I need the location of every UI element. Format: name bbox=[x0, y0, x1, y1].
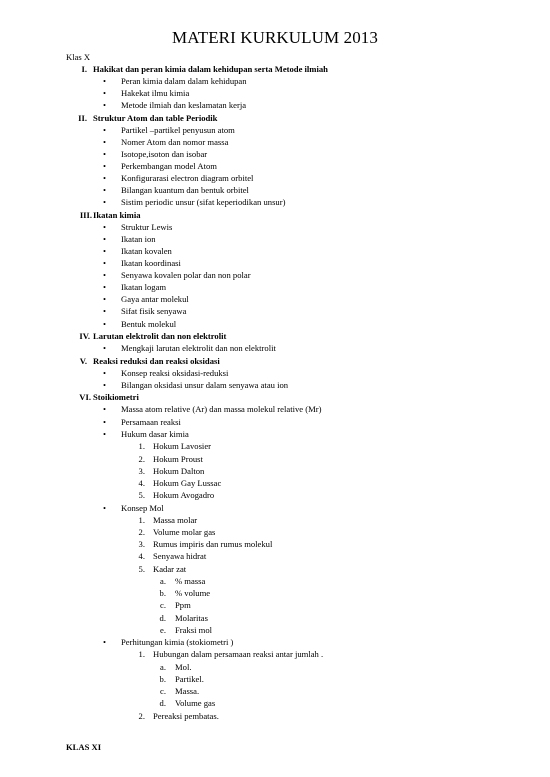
bullet-icon: • bbox=[103, 88, 107, 98]
bullet-icon: • bbox=[103, 258, 107, 268]
lettered-item: % massa bbox=[175, 576, 206, 586]
list-number: 1. bbox=[138, 441, 145, 451]
section-title: Stoikiometri bbox=[93, 392, 139, 402]
list-item: Ikatan koordinasi bbox=[121, 258, 181, 268]
list-item: Nomer Atom dan nomor massa bbox=[121, 137, 229, 147]
list-number: 4. bbox=[138, 551, 145, 561]
list-item: Bilangan kuantum dan bentuk orbitel bbox=[121, 185, 249, 195]
section-number: I. bbox=[81, 64, 87, 74]
section-number: II. bbox=[78, 113, 87, 123]
bullet-icon: • bbox=[103, 282, 107, 292]
bullet-icon: • bbox=[103, 137, 107, 147]
numbered-item: Hokum Lavosier bbox=[153, 441, 211, 451]
bullet-icon: • bbox=[103, 368, 107, 378]
section-title: Struktur Atom dan table Periodik bbox=[93, 113, 218, 123]
lettered-item: Molaritas bbox=[175, 613, 208, 623]
bullet-icon: • bbox=[103, 380, 107, 390]
list-number: 1. bbox=[138, 515, 145, 525]
list-item: Senyawa kovalen polar dan non polar bbox=[121, 270, 251, 280]
bullet-icon: • bbox=[103, 417, 107, 427]
numbered-item: Pereaksi pembatas. bbox=[153, 711, 219, 721]
list-item: Perkembangan model Atom bbox=[121, 161, 217, 171]
section-title: Reaksi reduksi dan reaksi oksidasi bbox=[93, 356, 220, 366]
lettered-item: Massa. bbox=[175, 686, 200, 696]
bullet-icon: • bbox=[103, 319, 107, 329]
list-item: Partikel –partikel penyusun atom bbox=[121, 125, 235, 135]
numbered-item: Senyawa hidrat bbox=[153, 551, 207, 561]
lettered-item: % volume bbox=[175, 588, 211, 598]
list-letter: a. bbox=[160, 576, 166, 586]
numbered-item: Massa molar bbox=[153, 515, 198, 525]
list-item: Persamaan reaksi bbox=[121, 417, 181, 427]
bullet-icon: • bbox=[103, 270, 107, 280]
numbered-item: Hokum Dalton bbox=[153, 466, 205, 476]
lettered-item: Partikel. bbox=[175, 674, 204, 684]
lettered-item: Ppm bbox=[175, 600, 191, 610]
list-number: 5. bbox=[138, 490, 145, 500]
bullet-icon: • bbox=[103, 637, 107, 647]
list-item: Konsep reaksi oksidasi-reduksi bbox=[121, 368, 229, 378]
list-item: Hakekat ilmu kimia bbox=[121, 88, 190, 98]
list-letter: c. bbox=[160, 686, 166, 696]
list-letter: b. bbox=[159, 674, 166, 684]
list-number: 2. bbox=[138, 454, 145, 464]
list-item: Hukum dasar kimia bbox=[121, 429, 189, 439]
list-number: 2. bbox=[138, 527, 145, 537]
bullet-icon: • bbox=[103, 429, 107, 439]
list-item: Metode ilmiah dan keslamatan kerja bbox=[121, 100, 247, 110]
list-item: Mengkaji larutan elektrolit dan non elektrolit bbox=[121, 343, 276, 353]
list-item: Konfigurarasi electron diagram orbitel bbox=[121, 173, 254, 183]
bullet-icon: • bbox=[103, 161, 107, 171]
list-letter: d. bbox=[159, 613, 166, 623]
bullet-icon: • bbox=[103, 197, 107, 207]
bullet-icon: • bbox=[103, 234, 107, 244]
list-item: Sistim periodic unsur (sifat keperiodikan unsur) bbox=[121, 197, 286, 207]
list-letter: b. bbox=[159, 588, 166, 598]
section-number: V. bbox=[79, 356, 87, 366]
list-letter: a. bbox=[160, 662, 166, 672]
section-title: Larutan elektrolit dan non elektrolit bbox=[93, 331, 227, 341]
bullet-icon: • bbox=[103, 294, 107, 304]
list-item: Konsep Mol bbox=[121, 503, 164, 513]
numbered-item: Hokum Avogadro bbox=[153, 490, 215, 500]
list-item: Gaya antar molekul bbox=[121, 294, 189, 304]
numbered-item: Rumus impiris dan rumus molekul bbox=[153, 539, 273, 549]
bullet-icon: • bbox=[103, 100, 107, 110]
list-letter: c. bbox=[160, 600, 166, 610]
page-title: MATERI KURKULUM 2013 bbox=[172, 28, 378, 47]
bullet-icon: • bbox=[103, 125, 107, 135]
list-letter: d. bbox=[159, 698, 166, 708]
numbered-item: Hokum Proust bbox=[153, 454, 203, 464]
section-title: Ikatan kimia bbox=[93, 210, 141, 220]
bullet-icon: • bbox=[103, 222, 107, 232]
list-letter: e. bbox=[160, 625, 166, 635]
list-number: 1. bbox=[138, 649, 145, 659]
numbered-item: Hubungan dalam persamaan reaksi antar jumlah . bbox=[153, 649, 324, 659]
list-item: Massa atom relative (Ar) dan massa molekul relative (Mr) bbox=[121, 404, 322, 414]
class-label: Klas X bbox=[66, 52, 91, 62]
list-number: 4. bbox=[138, 478, 145, 488]
bullet-icon: • bbox=[103, 185, 107, 195]
bullet-icon: • bbox=[103, 343, 107, 353]
list-item: Peran kimia dalam dalam kehidupan bbox=[121, 76, 247, 86]
lettered-item: Mol. bbox=[175, 662, 192, 672]
bullet-icon: • bbox=[103, 246, 107, 256]
list-item: Perhitungan kimia (stokiometri ) bbox=[121, 637, 234, 647]
bullet-icon: • bbox=[103, 503, 107, 513]
list-item: Ikatan logam bbox=[121, 282, 167, 292]
section-title: Hakikat dan peran kimia dalam kehidupan serta Metode ilmiah bbox=[93, 64, 328, 74]
bullet-icon: • bbox=[103, 404, 107, 414]
bullet-icon: • bbox=[103, 306, 107, 316]
bullet-icon: • bbox=[103, 149, 107, 159]
list-item: Isotope,isoton dan isobar bbox=[121, 149, 208, 159]
section-number: III. bbox=[79, 210, 92, 220]
list-item: Struktur Lewis bbox=[121, 222, 173, 232]
list-item: Sifat fisik senyawa bbox=[121, 306, 187, 316]
list-item: Bilangan oksidasi unsur dalam senyawa atau ion bbox=[121, 380, 289, 390]
list-number: 5. bbox=[138, 564, 145, 574]
numbered-item: Volume molar gas bbox=[153, 527, 216, 537]
list-number: 2. bbox=[138, 711, 145, 721]
lettered-item: Fraksi mol bbox=[175, 625, 213, 635]
bullet-icon: • bbox=[103, 76, 107, 86]
bullet-icon: • bbox=[103, 173, 107, 183]
list-item: Ikatan ion bbox=[121, 234, 156, 244]
lettered-item: Volume gas bbox=[175, 698, 216, 708]
list-number: 3. bbox=[138, 539, 145, 549]
section-number: IV. bbox=[79, 331, 90, 341]
list-number: 3. bbox=[138, 466, 145, 476]
footer-class-label: KLAS XI bbox=[66, 742, 102, 752]
list-item: Bentuk molekul bbox=[121, 319, 177, 329]
section-number: VI. bbox=[79, 392, 91, 402]
numbered-item: Hokum Gay Lussac bbox=[153, 478, 222, 488]
list-item: Ikatan kovalen bbox=[121, 246, 172, 256]
numbered-item: Kadar zat bbox=[153, 564, 187, 574]
